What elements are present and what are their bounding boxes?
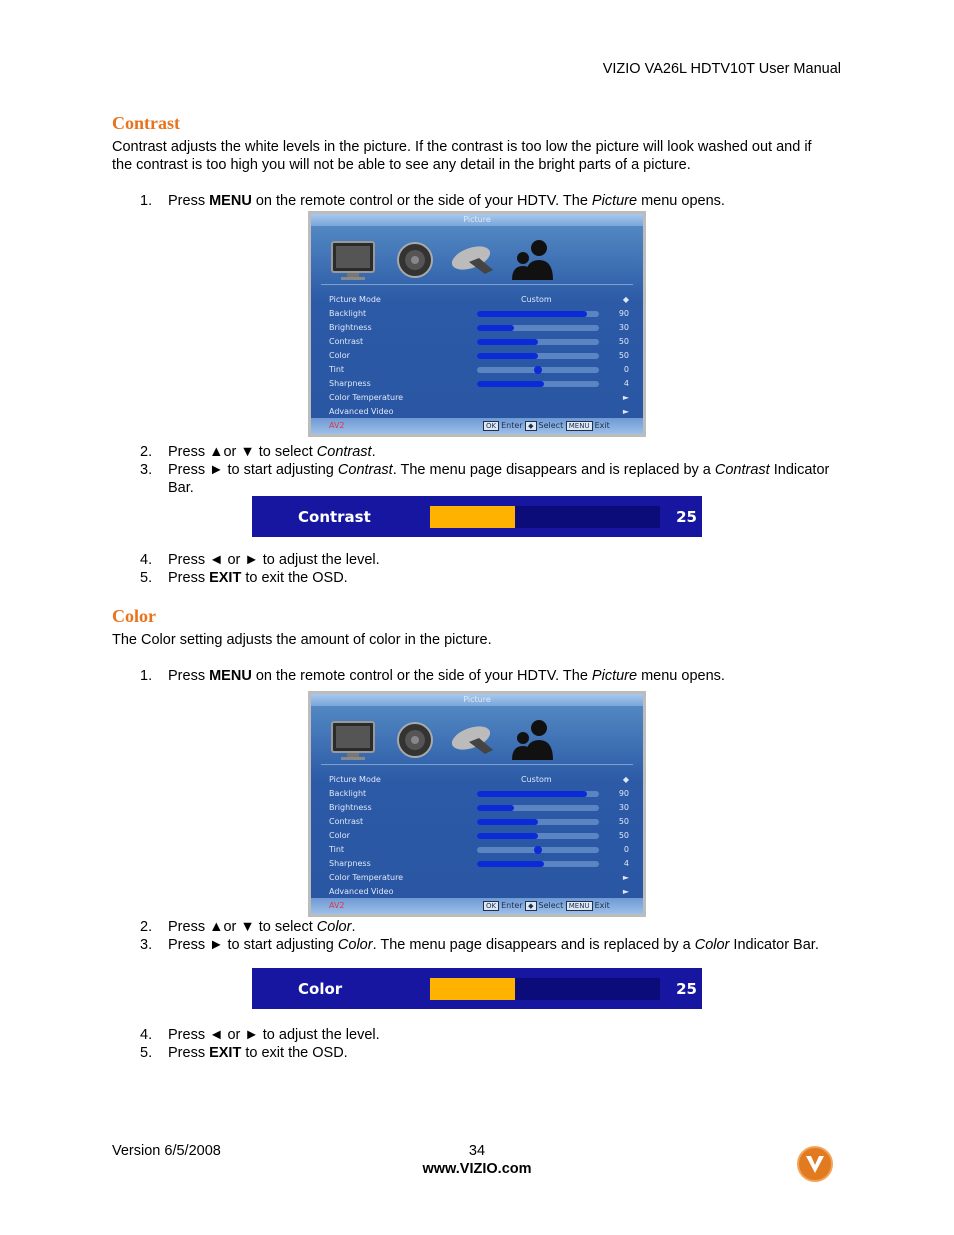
osd-footer: AV2 OK Enter ◆ Select MENU Exit <box>311 418 643 434</box>
speaker-icon <box>389 716 437 764</box>
osd-menu-row[interactable]: Sharpness 4 <box>329 377 629 391</box>
osd-row-label: Color <box>329 351 350 360</box>
indicator-fill <box>430 506 515 528</box>
page-header-title: VIZIO VA26L HDTV10T User Manual <box>602 61 841 77</box>
osd-row-label: Tint <box>329 365 345 374</box>
osd-menu-row[interactable]: Tint 0 <box>329 843 629 857</box>
osd-row-label: Contrast <box>329 337 364 346</box>
osd-row-label: Advanced Video <box>329 887 394 896</box>
osd-row-slider <box>477 819 599 825</box>
footer-version: Version 6/5/2008 <box>112 1143 221 1159</box>
color-indicator-bar <box>252 968 702 1009</box>
osd-row-slider <box>477 381 599 387</box>
osd-row-slider <box>477 861 599 867</box>
osd-row-slider <box>477 353 599 359</box>
osd-row-label: Color Temperature <box>329 393 404 402</box>
indicator-value: 25 <box>676 508 697 526</box>
osd-title: Picture <box>311 214 643 226</box>
picture-menu-screenshot <box>308 211 646 437</box>
osd-row-label: Sharpness <box>329 859 371 868</box>
osd-menu-row[interactable]: Sharpness 4 <box>329 857 629 871</box>
osd-row-label: Tint <box>329 845 345 854</box>
users-icon <box>509 236 557 284</box>
osd-row-slider <box>477 833 599 839</box>
osd-menu-row[interactable]: Color 50 <box>329 349 629 363</box>
osd-screen <box>311 214 643 434</box>
osd-screen <box>311 694 643 914</box>
osd-title: Picture <box>311 694 643 706</box>
section-title-color: Color <box>112 606 156 626</box>
osd-menu-row[interactable]: Contrast 50 <box>329 335 629 349</box>
indicator-label: Color <box>298 980 343 998</box>
osd-menu-row[interactable]: Color 50 <box>329 829 629 843</box>
osd-row-slider <box>477 311 599 317</box>
indicator-fill <box>430 978 515 1000</box>
osd-menu-row[interactable]: Backlight 90 <box>329 307 629 321</box>
osd-row-label: Backlight <box>329 789 367 798</box>
osd-row-label: Backlight <box>329 309 367 318</box>
section-title-contrast: Contrast <box>112 113 180 133</box>
osd-row-label: Brightness <box>329 803 372 812</box>
osd-row-label: Contrast <box>329 817 364 826</box>
osd-footer: AV2 OK Enter ◆ Select MENU Exit <box>311 898 643 914</box>
osd-row-slider <box>477 339 599 345</box>
osd-menu-row[interactable]: Color Temperature ► <box>329 391 629 405</box>
osd-menu-row[interactable]: Advanced Video ► <box>329 405 629 419</box>
osd-row-label: Advanced Video <box>329 407 394 416</box>
osd-row-label: Picture Mode <box>329 295 381 304</box>
osd-menu-row[interactable]: Tint 0 <box>329 363 629 377</box>
tv-icon <box>329 236 377 284</box>
osd-row-label: Color Temperature <box>329 873 404 882</box>
tv-icon <box>329 716 377 764</box>
osd-menu-row[interactable]: Picture Mode Custom ◆ <box>329 773 629 787</box>
vizio-logo-icon <box>796 1145 834 1183</box>
indicator-track <box>430 506 660 528</box>
osd-row-slider <box>477 325 599 331</box>
section-intro-color: The Color setting adjusts the amount of color in the picture. <box>112 632 492 648</box>
osd-menu-row[interactable]: Backlight 90 <box>329 787 629 801</box>
users-icon <box>509 716 557 764</box>
osd-menu-row[interactable]: Advanced Video ► <box>329 885 629 899</box>
indicator-value: 25 <box>676 980 697 998</box>
osd-row-slider <box>477 367 599 373</box>
osd-row-label: Brightness <box>329 323 372 332</box>
section-intro-contrast: Contrast adjusts the white levels in the picture. If the contrast is too low the picture will look washed out and if the contrast is too high you will not be able to see any detail in the bright parts of a picture. <box>112 139 812 173</box>
contrast-indicator-bar <box>252 496 702 537</box>
speaker-icon <box>389 236 437 284</box>
footer-page-number: 34 <box>468 1143 486 1159</box>
osd-row-label: Picture Mode <box>329 775 381 784</box>
osd-row-slider <box>477 805 599 811</box>
osd-row-slider <box>477 847 599 853</box>
satellite-dish-icon <box>449 716 497 764</box>
footer-url: www.VIZIO.com <box>422 1161 532 1177</box>
satellite-dish-icon <box>449 236 497 284</box>
osd-menu-row[interactable]: Picture Mode Custom ◆ <box>329 293 629 307</box>
osd-menu-row[interactable]: Brightness 30 <box>329 801 629 815</box>
osd-menu-row[interactable]: Brightness 30 <box>329 321 629 335</box>
osd-row-label: Color <box>329 831 350 840</box>
indicator-label: Contrast <box>298 508 371 526</box>
picture-menu-screenshot <box>308 691 646 917</box>
osd-row-slider <box>477 791 599 797</box>
osd-menu-row[interactable]: Contrast 50 <box>329 815 629 829</box>
indicator-track <box>430 978 660 1000</box>
osd-row-label: Sharpness <box>329 379 371 388</box>
osd-menu-row[interactable]: Color Temperature ► <box>329 871 629 885</box>
